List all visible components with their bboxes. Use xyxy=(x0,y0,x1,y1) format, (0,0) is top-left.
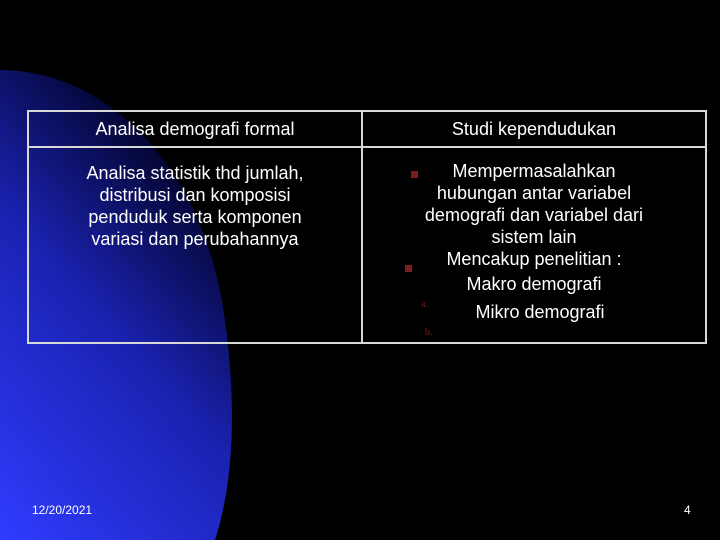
bullet-item-2 xyxy=(369,248,699,270)
right-column-header xyxy=(363,112,705,148)
sub-item: Makro demografi xyxy=(466,274,602,294)
left-header-text: Analisa demografi formal xyxy=(95,119,295,139)
sub-item-marker: a. xyxy=(421,299,428,310)
left-body-line: variasi dan perubahannya xyxy=(91,229,299,249)
left-body-cell xyxy=(29,148,363,342)
comparison-table xyxy=(27,110,707,344)
left-body-line: Analisa statistik thd jumlah, xyxy=(86,163,304,183)
bullet-line: demografi dan variabel dari xyxy=(424,205,644,225)
left-body-line: penduduk serta komponen xyxy=(88,207,302,227)
bullet-line: hubungan antar variabel xyxy=(436,183,632,203)
bullet-item-1 xyxy=(369,160,699,248)
sub-item: Mikro demografi xyxy=(475,302,605,322)
footer-date: 12/20/2021 xyxy=(32,503,93,517)
right-header-text: Studi kependudukan xyxy=(451,119,617,139)
left-column-header xyxy=(29,112,363,148)
page-number: 4 xyxy=(684,503,691,517)
bullet-line: Mencakup penelitian : xyxy=(446,249,622,269)
right-body-cell xyxy=(363,148,705,342)
left-body-line: distribusi dan komposisi xyxy=(99,185,291,205)
bullet-line: Mempermasalahkan xyxy=(452,161,616,181)
sub-item-marker: b. xyxy=(425,327,433,338)
bullet-line: sistem lain xyxy=(491,227,577,247)
